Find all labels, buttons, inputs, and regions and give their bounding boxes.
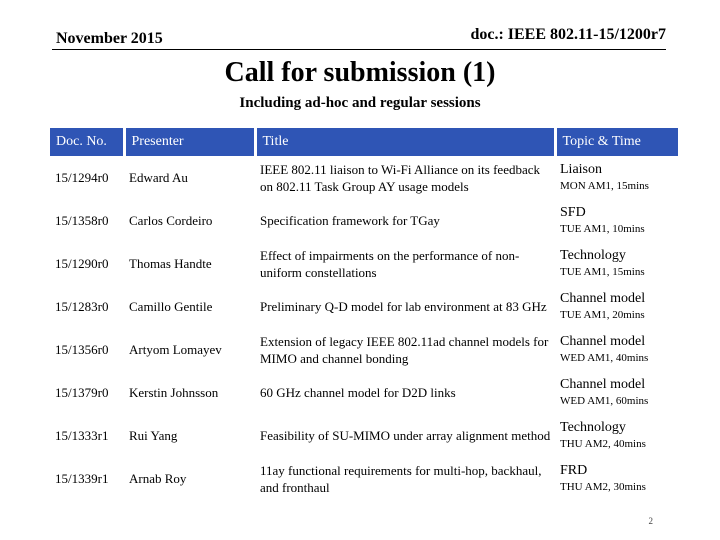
column-header-presenter: Presenter: [124, 128, 255, 156]
title-cell: Effect of impairments on the performance of non-uniform constellations: [260, 247, 520, 280]
column-header-doc-no: Doc. No.: [50, 128, 124, 156]
doc-number-cell: 15/1290r0: [55, 256, 109, 271]
doc-number-cell: 15/1358r0: [55, 213, 109, 228]
header-date: November 2015: [56, 30, 163, 47]
time-label: TUE AM1, 20mins: [560, 309, 645, 321]
slide-title: Call for submission (1): [224, 57, 496, 88]
time-label: TUE AM1, 10mins: [560, 223, 645, 235]
time-label: WED AM1, 40mins: [560, 352, 649, 364]
topic-label: Channel model: [560, 334, 646, 349]
table-row: [50, 285, 678, 328]
title-cell: IEEE 802.11 liaison to Wi-Fi Alliance on its feedback on 802.11 Task Group AY usage models: [260, 161, 541, 194]
topic-label: SFD: [560, 205, 586, 220]
presenter-cell: Carlos Cordeiro: [129, 213, 213, 228]
topic-time-cell: [555, 414, 678, 457]
page-number: 2: [648, 516, 653, 526]
presenter-cell: Arnab Roy: [129, 471, 187, 486]
title-cell: 60 GHz channel model for D2D links: [260, 385, 456, 400]
column-header-title: Title: [255, 128, 555, 156]
presenter-cell: Camillo Gentile: [129, 299, 213, 314]
topic-label: FRD: [560, 463, 588, 478]
topic-time-cell: [555, 199, 678, 242]
doc-number-cell: 15/1339r1: [55, 471, 109, 486]
slide-subtitle: Including ad-hoc and regular sessions: [239, 95, 481, 111]
title-cell: Preliminary Q-D model for lab environment at 83 GHz: [260, 299, 547, 314]
title-cell: Extension of legacy IEEE 802.11ad channel models for MIMO and channel bonding: [260, 333, 549, 366]
table-row: [50, 457, 678, 500]
header-doc-number: doc.: IEEE 802.11-15/1200r7: [470, 26, 666, 43]
time-label: THU AM2, 30mins: [560, 481, 646, 493]
topic-label: Liaison: [560, 162, 602, 177]
time-label: WED AM1, 60mins: [560, 395, 649, 407]
table-row: [50, 328, 678, 371]
title-cell: 11ay functional requirements for multi-hop, backhaul, and fronthaul: [260, 462, 542, 495]
table-row: [50, 199, 678, 242]
title-cell: Specification framework for TGay: [260, 213, 440, 228]
table-row: [50, 371, 678, 414]
time-label: MON AM1, 15mins: [560, 180, 649, 192]
header-divider: [52, 49, 666, 50]
time-label: TUE AM1, 15mins: [560, 266, 645, 278]
topic-label: Technology: [560, 420, 626, 435]
topic-label: Channel model: [560, 291, 646, 306]
table-header-row: [50, 128, 678, 156]
topic-time-cell: [555, 285, 678, 328]
column-header-topic-time: Topic & Time: [555, 128, 678, 156]
table-row: [50, 414, 678, 457]
doc-number-cell: 15/1294r0: [55, 170, 109, 185]
topic-time-cell: [555, 328, 678, 371]
doc-number-cell: 15/1356r0: [55, 342, 109, 357]
table-row: [50, 242, 678, 285]
doc-number-cell: 15/1283r0: [55, 299, 109, 314]
topic-label: Technology: [560, 248, 626, 263]
presenter-cell: Kerstin Johnsson: [129, 385, 219, 400]
topic-time-cell: [555, 242, 678, 285]
doc-number-cell: 15/1379r0: [55, 385, 109, 400]
topic-time-cell: [555, 371, 678, 414]
topic-label: Channel model: [560, 377, 646, 392]
topic-time-cell: [555, 457, 678, 500]
submissions-table: [50, 128, 678, 500]
presenter-cell: Artyom Lomayev: [129, 342, 222, 357]
title-cell: Feasibility of SU-MIMO under array alignment method: [260, 428, 551, 443]
presenter-cell: Edward Au: [129, 170, 188, 185]
presenter-cell: Rui Yang: [129, 428, 178, 443]
presenter-cell: Thomas Handte: [129, 256, 212, 271]
doc-number-cell: 15/1333r1: [55, 428, 109, 443]
time-label: THU AM2, 40mins: [560, 438, 646, 450]
topic-time-cell: [555, 156, 678, 199]
table-row: [50, 156, 678, 199]
